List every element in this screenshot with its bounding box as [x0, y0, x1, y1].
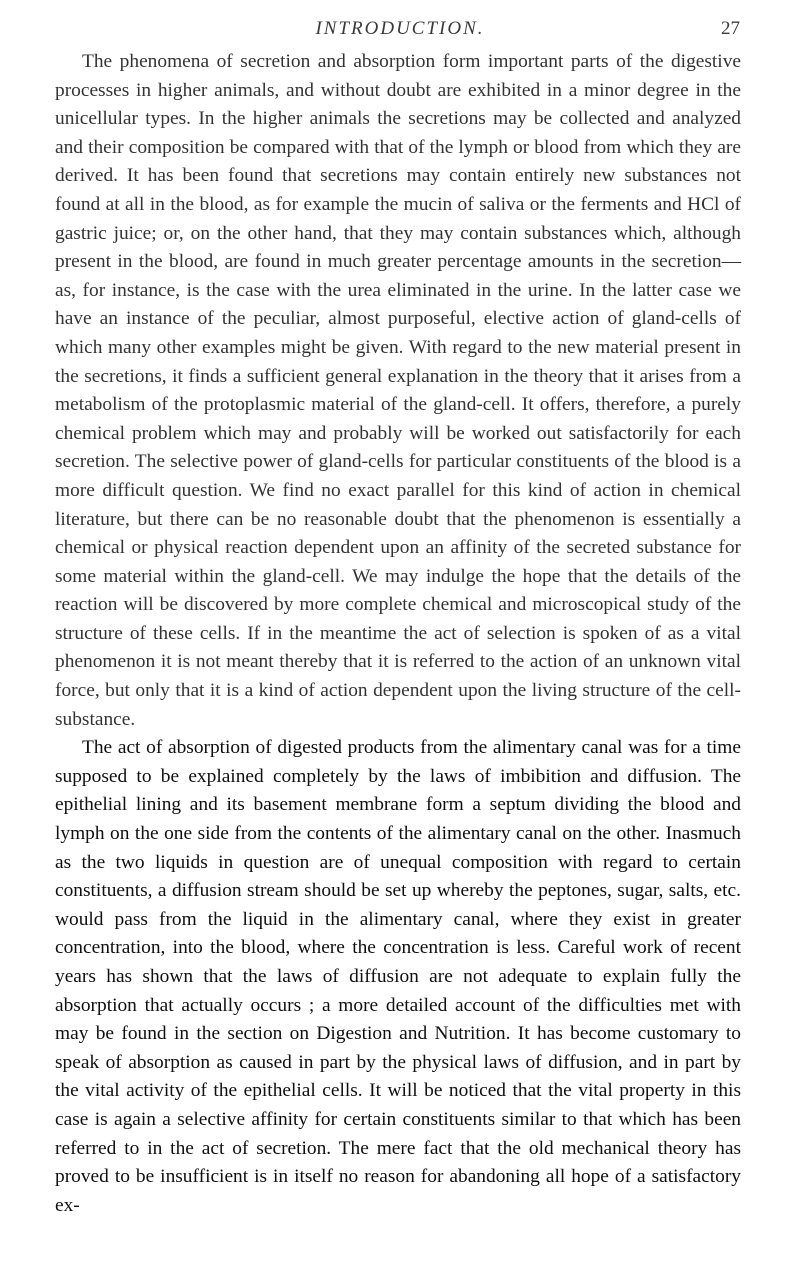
- paragraph-absorption: The act of absorption of digested products from the alimentary canal was for a time supposed to be explained completely by the laws of imbibition and diffusion. The epithelial lining and its basement membrane form a septum dividing the blood and lymph on the one side from the contents of the alimentary canal on the other. Inasmuch as the two liquids in question are of unequal composition with regard to certain constituents, a diffusion stream should be set up whereby the peptones, sugar, salts, etc. would pass from the liquid in the alimentary canal, where they exist in greater concentration, into the blood, where the concentration is less. Careful work of recent years has shown that the laws of diffusion are not adequate to explain fully the absorption that actually occurs ; a more detailed account of the difficulties met with may be found in the section on Digestion and Nutrition. It has become customary to speak of absorption as caused in part by the physical laws of diffusion, and in part by the vital activity of the epithelial cells. It will be noticed that the vital property in this case is again a selective affinity for certain constituents similar to that which has been referred to in the act of secretion. The mere fact that the old mechanical theory has proved to be insufficient is in itself no reason for abandoning all hope of a satisfactory ex-: [55, 737, 741, 1216]
- running-title: INTRODUCTION.: [315, 18, 485, 39]
- paragraph-secretion: The phenomena of secretion and absorption form important parts of the digestive processes in higher animals, and without doubt are exhibited in a minor degree in the unicellular types. In the higher animals the secretions may be collected and analyzed and their composition be compared with that of the lymph or blood from which they are derived. It has been found that secretions may contain entirely new substances not found at all in the blood, as for example the mucin of saliva or the ferments and HCl of gastric juice; or, on the other hand, that they may contain substances which, although present in the blood, are found in much greater percentage amounts in the secretion—as, for instance, is the case with the urea eliminated in the urine. In the latter case we have an instance of the peculiar, almost purposeful, elective action of gland-cells of which many other examples might be given. With regard to the new material present in the secretions, it finds a sufficient general explanation in the theory that it arises from a metabolism of the protoplasmic material of the gland-cell. It offers, therefore, a purely chemical problem which may and probably will be worked out satisfactorily for each secretion. The selective power of gland-cells for particular constituents of the blood is a more difficult question. We find no exact parallel for this kind of action in chemical literature, but there can be no reasonable doubt that the phenomenon is essentially a chemical or physical reaction dependent upon an affinity of the secreted substance for some material within the gland-cell. We may indulge the hope that the details of the reaction will be discovered by more complete chemical and microscopical study of the structure of these cells. If in the meantime the act of selection is spoken of as a vital phenomenon it is not meant thereby that it is referred to the action of an unknown vital force, but only that it is a kind of action dependent upon the living structure of the cell-substance.: [55, 51, 741, 730]
- page-number: 27: [721, 18, 740, 39]
- body-text: [55, 48, 741, 1220]
- running-head: [0, 16, 800, 42]
